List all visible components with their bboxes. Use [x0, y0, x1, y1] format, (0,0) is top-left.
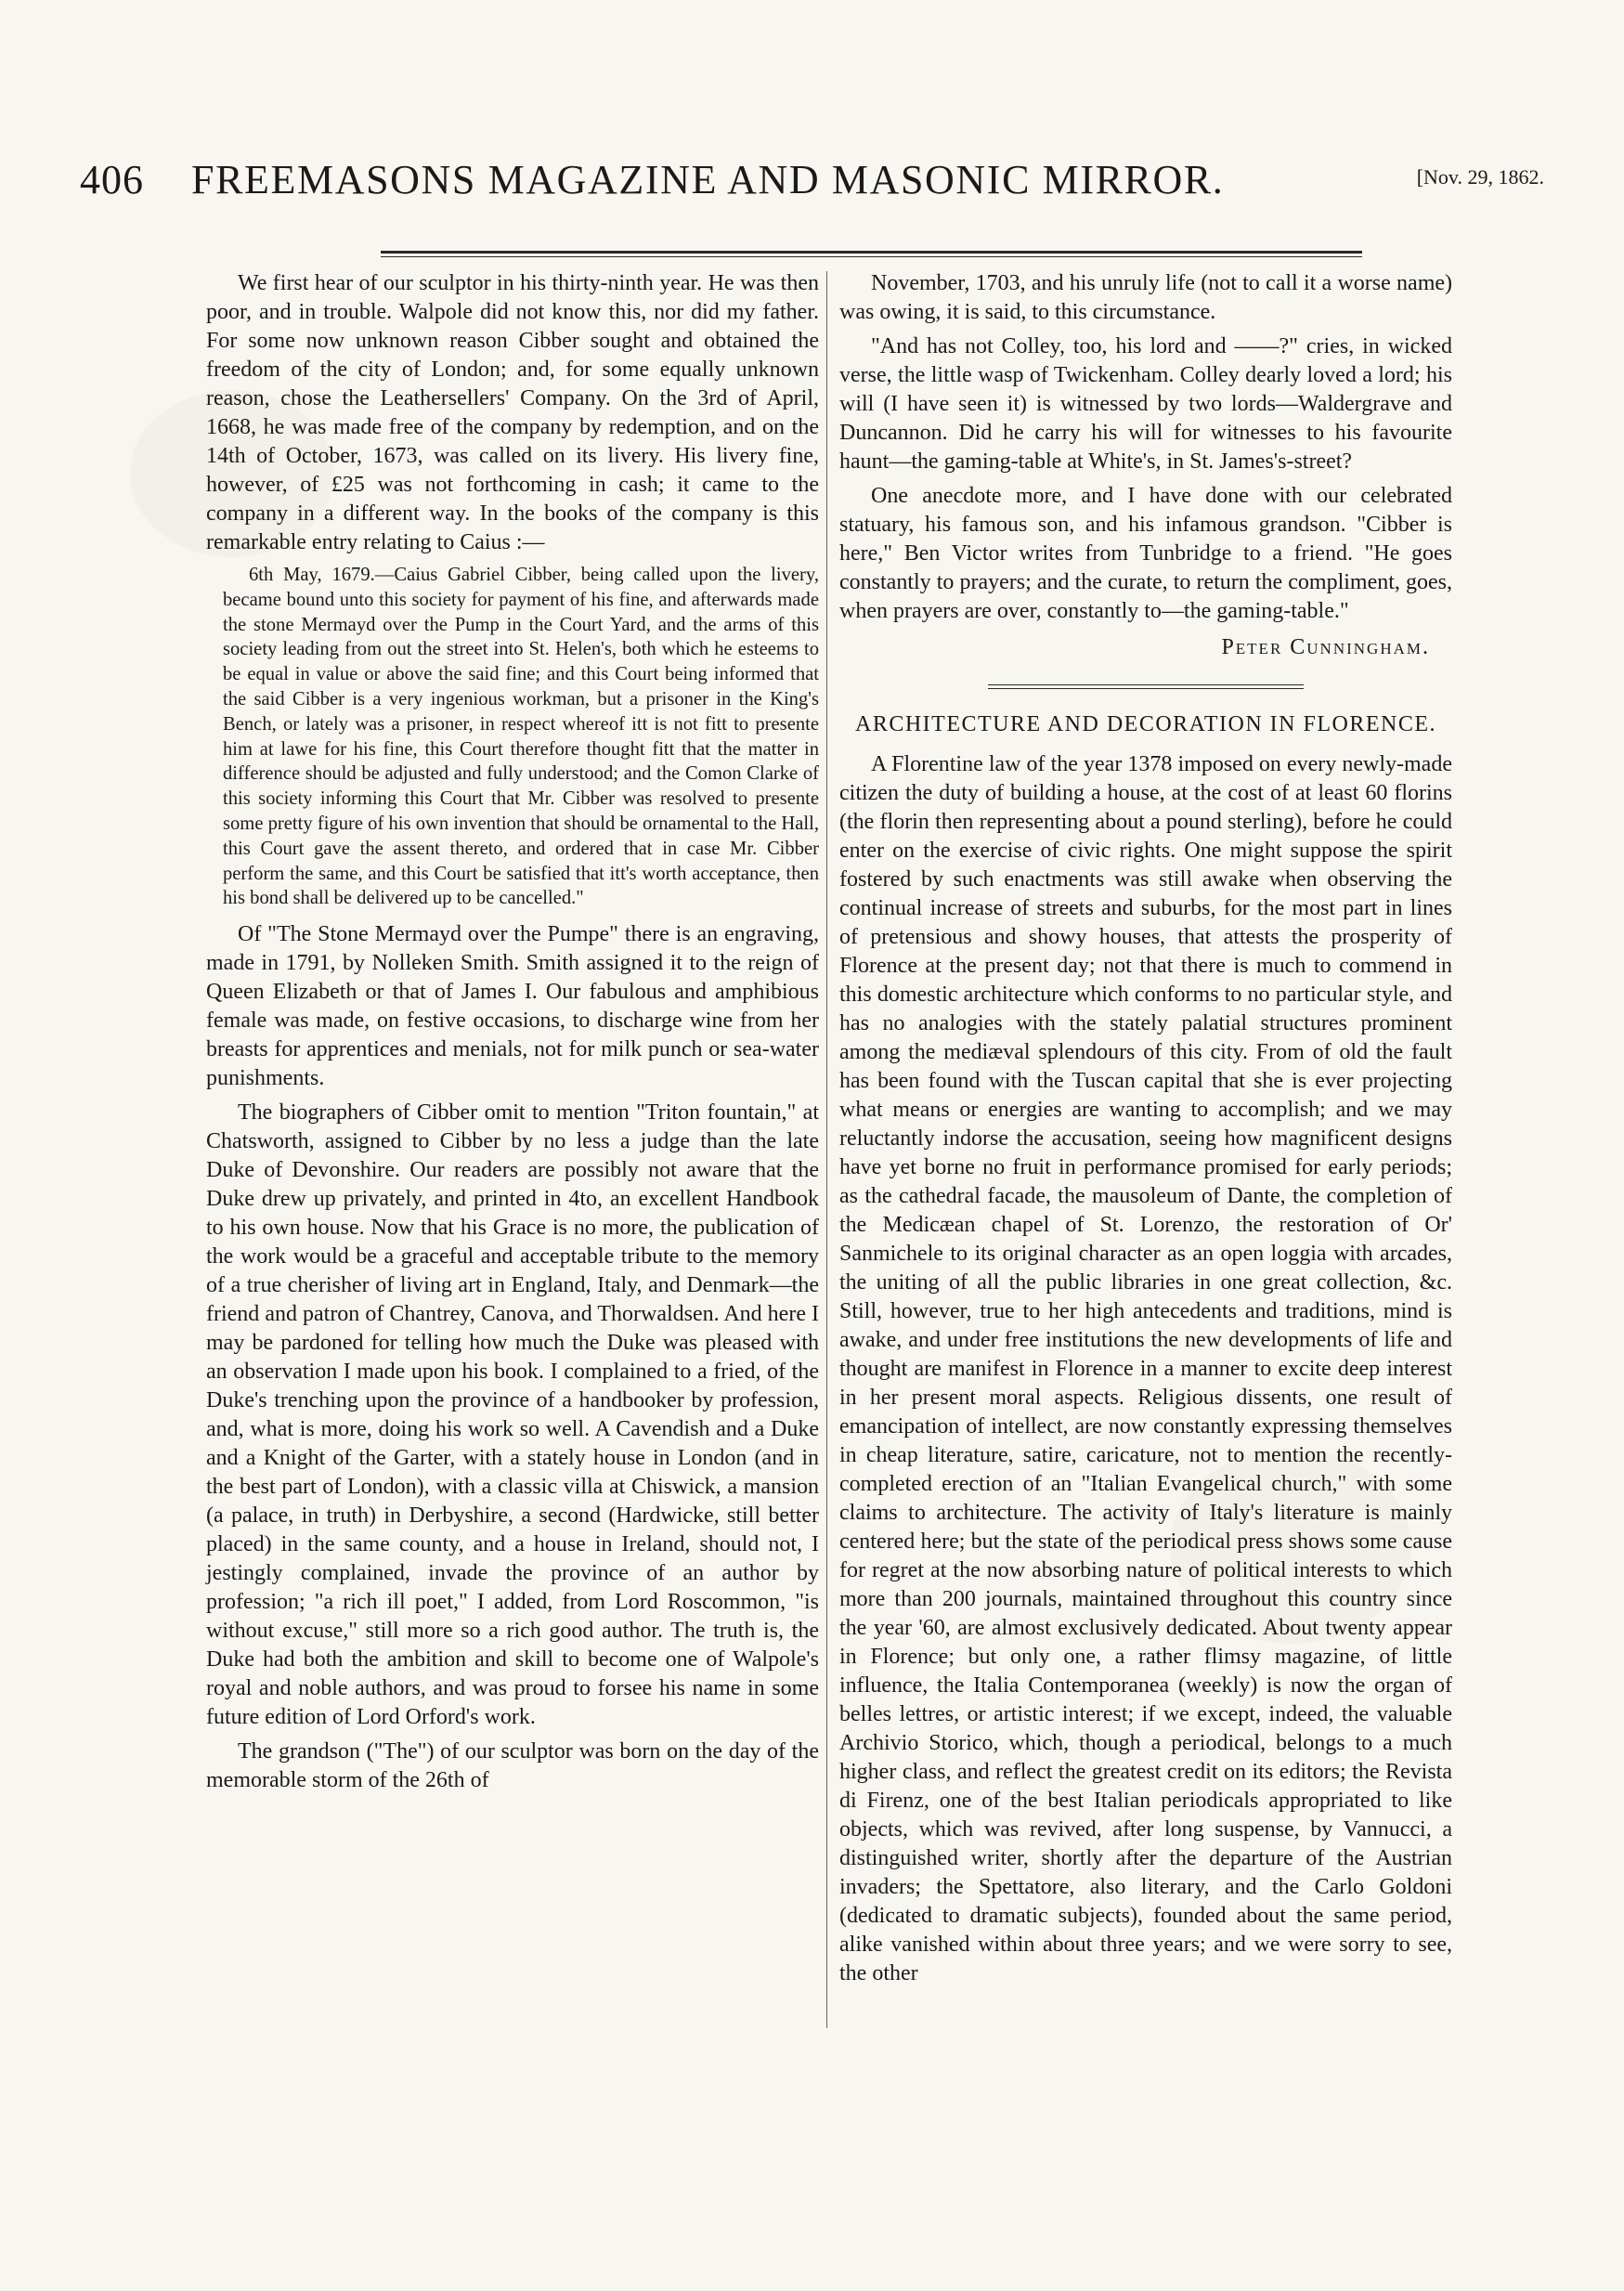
paragraph: A Florentine law of the year 1378 imposed on every newly-made citizen the duty of building a house, at the cost of at least 60 florins (the florin then representing about a pound sterling), before he could enter on the exercise of civic rights. One might suppose the spirit fostered by such enactments was still awake when observing the continual increase of streets and suburbs, for the most part in lines of pretensious and showy houses, that attests the prosperity of Florence at the present day; not that there is much to commend in this domestic architecture which conforms to no particular style, and has no analogies with the stately palatial structures prominent among the mediæval splendours of this city. From of old the fault has been found with the Tuscan capital that she is ever projecting what means or energies are wanting to accomplish; and we may reluctantly indorse the accusation, seeing how magnificent designs have yet borne no fruit in performance promised for early periods; as the cathedral facade, the mausoleum of Dante, the completion of the Medicæan chapel of St. Lorenzo, the restoration of Or' Sanmichele to its original character as an open loggia with arcades, the uniting of all the public libraries in one great collection, &c. Still, however, true to her high antecedents and traditions, mind is awake, and under free institutions the new developments of life and thought are manifest in Florence in a manner to excite deep interest in her present moral aspects. Religious dissents, one result of emancipation of intellect, are now constantly expressing themselves in cheap literature, satire, caricature, not to mention the recently-completed erection of an "Italian Evangelical church," with some claims to architecture. The activity of Italy's literature is mainly centered here; but the state of the periodical press shows some cause for regret at the now absorbing nature of political interests to which more than 200 journals, maintained throughout this country since the year '60, are almost exclusively dedicated. About twenty appear in Florence; but only one, a rather flimsy magazine, of little influence, the Italia Contemporanea (weekly) is now the organ of belles lettres, or artistic interest; if we except, indeed, the valuable Archivio Storico, which, though a periodical, belongs to a much higher class, and reflect the greatest credit on its editors; the Revista di Firenz, one of the best Italian periodicals appropriated to like objects, which was revived, after long suspense, by Vannucci, a distinguished writer, shortly after the departure of the Austrian invaders; the Spettatore, also literary, and the Carlo Goldoni (dedicated to dramatic subjects), founded about the same period, alike vanished within about three years; and we were sorry to see, the other [839, 752, 1452, 1985]
author-signature: Peter Cunningham. [1221, 635, 1430, 659]
magazine-title: FREEMASONS MAGAZINE AND MASONIC MIRROR. [191, 157, 1225, 202]
header-rule-thin [381, 256, 1362, 257]
paragraph: November, 1703, and his unruly life (not to call it a worse name) was owing, it is said, to this circumstance. [839, 271, 1452, 324]
left-column [206, 269, 819, 1801]
paragraph: "And has not Colley, too, his lord and ——?" cries, in wicked verse, the little wasp of Twickenham. Colley dearly loved a lord; his will (I have seen it) is witnessed by two lords—Waldergrave and Duncannon. Did he carry his will for witnesses to his favourite haunt—the gaming-table at White's, in St. James's-street? [839, 334, 1452, 474]
paragraph: The grandson ("The") of our sculptor was born on the day of the memorable storm of the 26th of [206, 1739, 819, 1793]
right-column [839, 269, 1452, 1994]
masthead [80, 156, 1544, 212]
section-rule [988, 684, 1304, 688]
paragraph: One anecdote more, and I have done with our celebrated statuary, his famous son, and his infamous grandson. "Cibber is here," Ben Victor writes from Tunbridge to a friend. "He goes constantly to prayers; and the curate, to return the compliment, goes, when prayers are over, constantly to—the gaming-table." [839, 484, 1452, 623]
header-rule-thick [381, 251, 1362, 254]
issue-date: [Nov. 29, 1862. [1416, 165, 1544, 189]
paragraph: The biographers of Cibber omit to mention "Triton fountain," at Chatsworth, assigned to Cibber by no less a judge than the late Duke of Devonshire. Our readers are possibly not aware that the Duke drew up privately, and printed in 4to, an excellent Handbook to his own house. Now that his Grace is no more, the publication of the work would be a graceful and acceptable tribute to the memory of a true cherisher of living art in England, Italy, and Denmark—the friend and patron of Chantrey, Canova, and Thorwaldsen. And here I may be pardoned for telling how much the Duke was pleased with an observation I made upon his book. I complained to a fried, of the Duke's trenching upon the province of a handbooker by profession, and, what is more, doing his work so well. A Cavendish and a Duke and a Knight of the Garter, with a stately house in London (and in the best part of London), with a classic villa at Chiswick, a mansion (a palace, in truth) in Derbyshire, a second (Hardwicke, still better placed) in the same county, and a house in Ireland, should not, I jestingly complained, invade the province of an author by profession; "a rich ill poet," I added, from Lord Roscommon, "is without excuse," still more so a rich good author. The truth is, the Duke had both the ambition and skill to become one of Walpole's royal and noble authors, and was proud to forsee his name in some future edition of Lord Orford's work. [206, 1100, 819, 1730]
paragraph: We first hear of our sculptor in his thirty-ninth year. He was then poor, and in trouble. Walpole did not know this, nor did my father. For some now unknown reason Cibber sought and obtained the freedom of the city of London; and, for some equally unknown reason, chose the Leathersellers' Company. On the 3rd of April, 1668, he was made free of the company by redemption, and on the 14th of October, 1673, was called on its livery. His livery fine, however, of £25 was not forthcoming in cash; it came to the company in a different way. In the books of the company is this remarkable entry relating to Caius :— [206, 271, 819, 554]
quoted-entry: 6th May, 1679.—Caius Gabriel Cibber, being called upon the livery, became bound unto this society for payment of his fine, and afterwards made the stone Mermayd over the Pump in the Court Yard, and the arms of this society leading from out the street into St. Helen's, both which he esteems to be equal in value or above the said fine; and this Court being informed that the said Cibber is a very ingenious workman, but a prisoner in the King's Bench, or lately was a prisoner, in respect whereof itt is not fitt to presente him at lawe for his fine, this Court therefore thought fitt that the matter in difference should be adjusted and fully understood; and the Comon Clarke of this society informing this Court that Mr. Cibber was resolved to presente some pretty figure of his own invention that should be ornamental to the Hall, this Court gave the assent thereto, and ordered that in case Mr. Cibber perform the same, and this Court be satisfied that itt's worth acceptance, then his bond shall be delivered up to be cancelled." [223, 565, 819, 909]
column-divider [826, 271, 827, 2028]
paragraph: Of "The Stone Mermayd over the Pumpe" there is an engraving, made in 1791, by Nolleken Smith. Smith assigned it to the reign of Queen Elizabeth or that of James I. Our fabulous and amphibious female was made, on festive occasions, to discharge wine from her breasts for apprentices and menials, not for milk punch or sea-water punishments. [206, 922, 819, 1091]
section-title: ARCHITECTURE AND DECORATION IN FLORENCE. [855, 712, 1436, 736]
page-number: 406 [80, 157, 144, 202]
